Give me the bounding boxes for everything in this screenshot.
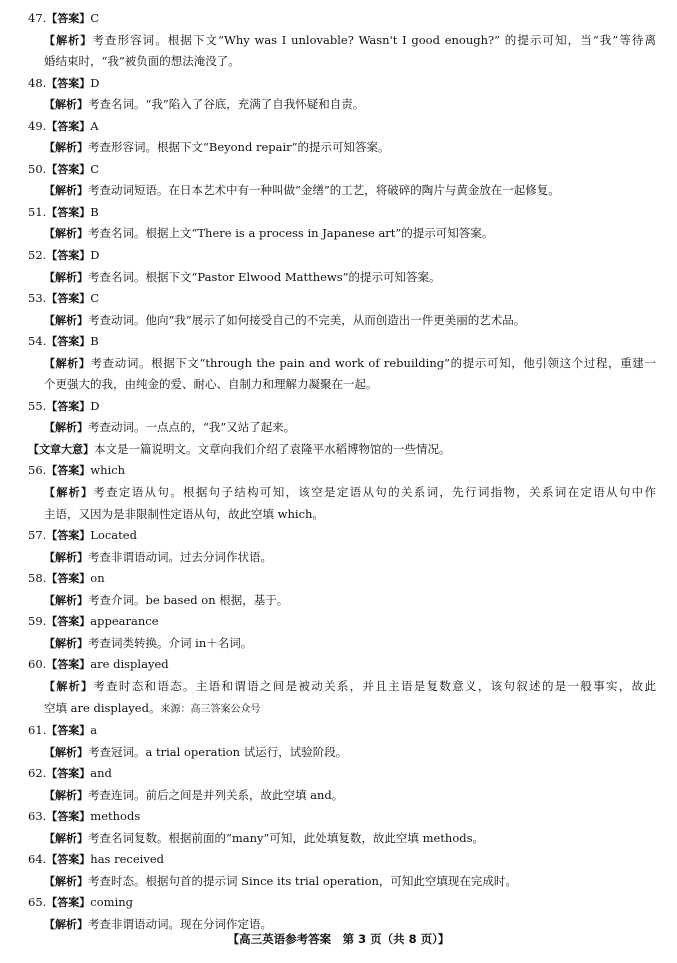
article-summary <box>28 439 656 461</box>
explanation-47-line1 <box>28 30 656 52</box>
explanation-63 <box>28 828 656 850</box>
explanation-62 <box>28 785 656 807</box>
answer-54 <box>28 331 656 353</box>
explanation-56-line2 <box>28 504 656 526</box>
answer-tag: 【答案】 <box>46 615 91 629</box>
answer-tag: 【答案】 <box>46 12 91 25</box>
answer-tag: 【答案】 <box>46 896 91 910</box>
explanation-text: 考查动词。根据下文“through the pain and work of rebuilding”的提示可知，他引领这个过程，重建一 <box>90 355 656 370</box>
explanation-tag: 【解析】 <box>44 227 88 241</box>
answer-59 <box>28 611 656 633</box>
answer-tag: 【答案】 <box>46 399 91 413</box>
explanation-text: 考查动词短语。在日本艺术中有一种叫做“金缮”的工艺，将破碎的陶片与黄金放在一起修复。 <box>88 183 560 198</box>
explanation-text: 考查连词。前后之间是并列关系，故此空填 and。 <box>88 787 344 802</box>
summary-text: 本文是一篇说明文。文章向我们介绍了袁隆平水稻博物馆的一些情况。 <box>94 441 451 456</box>
explanation-54-line2 <box>28 374 656 396</box>
answer-tag: 【答案】 <box>46 162 91 176</box>
explanation-tag: 【解析】 <box>44 745 88 759</box>
explanation-tag: 【解析】 <box>44 550 88 564</box>
answer-63 <box>28 806 656 828</box>
answer-value: are displayed <box>90 657 169 672</box>
explanation-tag: 【解析】 <box>44 356 91 370</box>
explanation-47-line2 <box>28 51 656 73</box>
answer-value: and <box>90 766 112 781</box>
question-number: 63. <box>28 809 47 824</box>
answer-value: B <box>90 204 99 219</box>
answer-tag: 【答案】 <box>46 205 91 219</box>
explanation-59 <box>28 633 656 655</box>
explanation-tag: 【解析】 <box>44 184 88 198</box>
answer-value: C <box>90 161 100 176</box>
explanation-tag: 【解析】 <box>44 788 88 802</box>
explanation-text: 考查动词。他向“我”展示了如何接受自己的不完美，从而创造出一件更美丽的艺术品。 <box>88 312 526 327</box>
answer-value: C <box>90 291 100 306</box>
answer-value: a <box>90 723 98 738</box>
answer-61 <box>28 720 656 742</box>
answer-value: D <box>90 75 100 90</box>
explanation-58 <box>28 590 656 612</box>
explanation-text: 考查时态和语态。主语和谓语之间是被动关系，并且主语是复数意义，该句叙述的是一般事实，故此 <box>93 678 656 693</box>
explanation-55 <box>28 417 656 439</box>
answer-value: which <box>90 463 126 478</box>
answer-tag: 【答案】 <box>46 76 91 90</box>
answer-value: Located <box>90 528 137 543</box>
answer-value: methods <box>90 809 141 824</box>
explanation-tag: 【解析】 <box>44 917 88 931</box>
answer-tag: 【答案】 <box>46 249 91 263</box>
answer-62 <box>28 763 656 785</box>
explanation-54-line1 <box>28 353 656 375</box>
explanation-text: 考查动词。一点点的，“我”又站了起来。 <box>88 420 296 435</box>
explanation-tag: 【解析】 <box>44 679 94 693</box>
question-number: 55. <box>28 398 47 413</box>
answer-48 <box>28 73 656 95</box>
explanation-tag: 【解析】 <box>44 874 88 888</box>
answer-65 <box>28 892 656 914</box>
explanation-tag: 【解析】 <box>44 270 88 284</box>
explanation-51 <box>28 223 656 245</box>
answer-tag: 【答案】 <box>46 464 91 478</box>
answer-value: on <box>90 571 105 586</box>
explanation-tag: 【解析】 <box>44 831 88 845</box>
summary-tag: 【文章大意】 <box>28 442 94 456</box>
explanation-tag: 【解析】 <box>44 421 88 435</box>
explanation-text: 考查冠词。a trial operation 试运行，试验阶段。 <box>88 744 348 759</box>
explanation-48 <box>28 94 656 116</box>
answer-58 <box>28 568 656 590</box>
explanation-tag: 【解析】 <box>44 486 94 500</box>
answer-tag: 【答案】 <box>46 335 91 349</box>
answer-tag: 【答案】 <box>46 853 91 867</box>
answer-tag: 【答案】 <box>46 658 91 672</box>
answer-60 <box>28 654 656 676</box>
answer-value: coming <box>90 895 134 910</box>
explanation-56-line1 <box>28 482 656 504</box>
explanation-text: 考查时态。根据句首的提示词 Since its trial operation，可知此空填现在完成时。 <box>88 873 517 888</box>
answer-tag: 【答案】 <box>46 572 91 586</box>
answer-49 <box>28 116 656 138</box>
answer-value: A <box>90 118 99 133</box>
answer-57 <box>28 525 656 547</box>
answer-value: has received <box>90 852 165 867</box>
footer-text: 【高三英语参考答案 第 3 页（共 8 页）】 <box>227 932 450 946</box>
question-number: 51. <box>28 204 47 219</box>
explanation-50 <box>28 180 656 202</box>
explanation-tag: 【解析】 <box>44 33 93 47</box>
explanation-60-line1 <box>28 676 656 698</box>
question-number: 64. <box>28 852 47 867</box>
explanation-text: 考查非谓语动词。过去分词作状语。 <box>88 549 272 564</box>
explanation-text: 考查名词复数。根据前面的“many”可知，此处填复数，故此空填 methods。 <box>88 830 484 845</box>
explanation-text: 考查名词。“我”陷入了谷底，充满了自我怀疑和自责。 <box>88 97 365 112</box>
question-number: 62. <box>28 766 47 781</box>
explanation-tag: 【解析】 <box>44 141 88 155</box>
explanation-text: 考查形容词。根据下文“Why was I unlovable? Wasn't I good enough?” 的提示可知，当“我”等待离 <box>92 32 656 47</box>
question-number: 53. <box>28 291 47 306</box>
question-number: 49. <box>28 118 47 133</box>
explanation-text: 空填 are displayed。 <box>44 700 161 715</box>
explanation-text: 考查词类转换。介词 in＋名词。 <box>88 635 253 650</box>
answer-56 <box>28 460 656 482</box>
answer-52 <box>28 245 656 267</box>
explanation-text: 考查名词。根据上文“There is a process in Japanese art”的提示可知答案。 <box>88 226 494 241</box>
answer-value: C <box>90 11 100 25</box>
source-note: 来源：高三答案公众号 <box>160 703 261 715</box>
answer-value: D <box>90 248 100 263</box>
explanation-57 <box>28 547 656 569</box>
answer-tag: 【答案】 <box>46 529 91 543</box>
page-footer <box>0 931 677 947</box>
answer-51 <box>28 202 656 224</box>
answer-value: D <box>90 398 100 413</box>
question-number: 56. <box>28 463 47 478</box>
question-number: 61. <box>28 723 47 738</box>
question-number: 50. <box>28 161 47 176</box>
explanation-52 <box>28 267 656 289</box>
question-number: 65. <box>28 895 47 910</box>
explanation-60-line2 <box>28 698 656 721</box>
answer-tag: 【答案】 <box>46 724 91 738</box>
explanation-53 <box>28 310 656 332</box>
explanation-text: 考查定语从句。根据句子结构可知，该空是定语从句的关系词，先行词指物，关系词在定语从句中作 <box>93 485 656 500</box>
question-number: 47. <box>28 11 47 25</box>
answer-64 <box>28 849 656 871</box>
explanation-text: 主语，又因为是非限制性定语从句，故此空填 which。 <box>44 506 324 521</box>
question-number: 57. <box>28 528 47 543</box>
explanation-tag: 【解析】 <box>44 636 88 650</box>
answer-55 <box>28 396 656 418</box>
explanation-61 <box>28 742 656 764</box>
question-number: 54. <box>28 334 47 349</box>
explanation-text: 考查形容词。根据下文“Beyond repair”的提示可知答案。 <box>88 140 390 155</box>
explanation-text: 考查非谓语动词。现在分词作定语。 <box>88 916 272 931</box>
question-number: 48. <box>28 75 47 90</box>
explanation-text: 婚结束时，“我”被负面的想法淹没了。 <box>44 54 240 69</box>
explanation-49 <box>28 137 656 159</box>
answer-tag: 【答案】 <box>46 810 91 824</box>
question-number: 58. <box>28 571 47 586</box>
explanation-text: 考查介词。be based on 根据，基于。 <box>88 592 289 607</box>
question-number: 59. <box>28 614 47 629</box>
answer-tag: 【答案】 <box>46 292 91 306</box>
explanation-tag: 【解析】 <box>44 593 88 607</box>
question-number: 60. <box>28 657 47 672</box>
question-number: 52. <box>28 248 47 263</box>
answer-value: B <box>90 334 99 349</box>
answer-list <box>28 8 656 936</box>
explanation-tag: 【解析】 <box>44 313 88 327</box>
answer-tag: 【答案】 <box>46 119 91 133</box>
explanation-text: 考查名词。根据下文“Pastor Elwood Matthews”的提示可知答案。 <box>88 269 441 284</box>
explanation-tag: 【解析】 <box>44 98 88 112</box>
answer-tag: 【答案】 <box>46 767 91 781</box>
answer-value: appearance <box>90 614 159 629</box>
answer-53 <box>28 288 656 310</box>
explanation-64 <box>28 871 656 893</box>
explanation-text: 个更强大的我，由纯金的爱、耐心、自制力和理解力凝聚在一起。 <box>44 377 378 392</box>
answer-47 <box>28 8 656 30</box>
answer-50 <box>28 159 656 181</box>
